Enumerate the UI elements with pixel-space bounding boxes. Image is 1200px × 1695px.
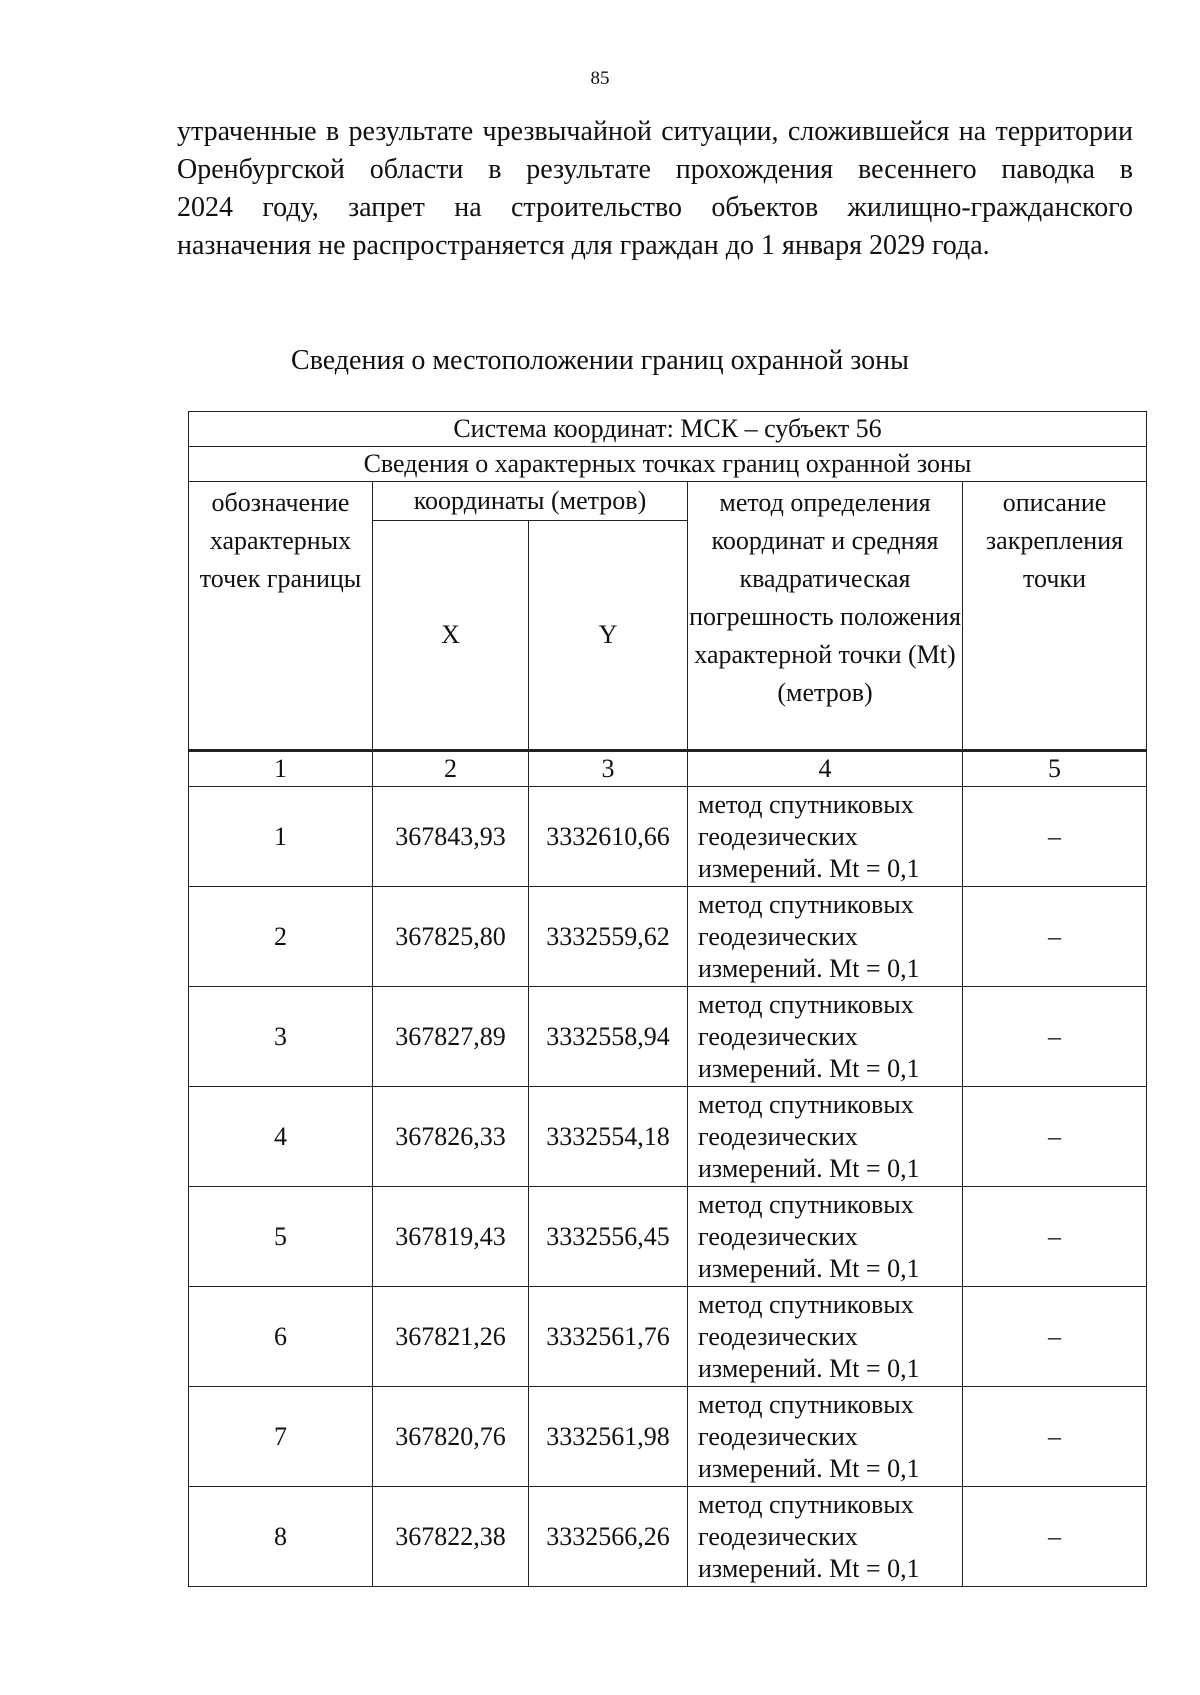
header-y: Y [529, 521, 688, 751]
body-paragraph [177, 113, 1133, 265]
paragraph-line: назначения не распространяется для граждан до 1 января 2029 года. [177, 230, 990, 261]
cell-desc: – [963, 1187, 1147, 1287]
table-info-title: Сведения о характерных точках границ охранной зоны [189, 447, 1147, 482]
table-row [189, 1487, 1147, 1587]
table-row [189, 987, 1147, 1087]
col-number: 1 [189, 751, 373, 787]
paragraph-line: Оренбургской области в результате прохождения весеннего паводка в [177, 154, 1133, 185]
cell-desc: – [963, 1487, 1147, 1587]
cell-method: метод спутниковых геодезических измерений. Mt = 0,1 [688, 1287, 963, 1387]
boundary-points-table [188, 411, 1147, 1587]
cell-y: 3332561,76 [529, 1287, 688, 1387]
cell-x: 367820,76 [373, 1387, 529, 1487]
cell-desc: – [963, 787, 1147, 887]
cell-method: метод спутниковых геодезических измерений. Mt = 0,1 [688, 1087, 963, 1187]
header-desc: описание закрепления точки [963, 482, 1147, 751]
cell-method: метод спутниковых геодезических измерений. Mt = 0,1 [688, 1487, 963, 1587]
cell-y: 3332558,94 [529, 987, 688, 1087]
cell-method: метод спутниковых геодезических измерений. Mt = 0,1 [688, 987, 963, 1087]
cell-desc: – [963, 987, 1147, 1087]
cell-point: 7 [189, 1387, 373, 1487]
col-number: 3 [529, 751, 688, 787]
cell-x: 367825,80 [373, 887, 529, 987]
table-row [189, 1187, 1147, 1287]
col-number: 2 [373, 751, 529, 787]
cell-x: 367843,93 [373, 787, 529, 887]
coord-system-cell: Система координат: МСК – субъект 56 [189, 412, 1147, 447]
cell-x: 367821,26 [373, 1287, 529, 1387]
cell-desc: – [963, 1287, 1147, 1387]
cell-y: 3332561,98 [529, 1387, 688, 1487]
cell-point: 3 [189, 987, 373, 1087]
cell-x: 367819,43 [373, 1187, 529, 1287]
table-row [189, 787, 1147, 887]
col-number: 4 [688, 751, 963, 787]
cell-x: 367827,89 [373, 987, 529, 1087]
cell-desc: – [963, 1087, 1147, 1187]
cell-method: метод спутниковых геодезических измерений. Mt = 0,1 [688, 1387, 963, 1487]
cell-y: 3332554,18 [529, 1087, 688, 1187]
cell-method: метод спутниковых геодезических измерений. Mt = 0,1 [688, 787, 963, 887]
cell-point: 2 [189, 887, 373, 987]
table-row [189, 1287, 1147, 1387]
cell-y: 3332566,26 [529, 1487, 688, 1587]
cell-x: 367826,33 [373, 1087, 529, 1187]
cell-method: метод спутниковых геодезических измерений. Mt = 0,1 [688, 887, 963, 987]
cell-y: 3332559,62 [529, 887, 688, 987]
cell-y: 3332556,45 [529, 1187, 688, 1287]
cell-desc: – [963, 1387, 1147, 1487]
cell-point: 1 [189, 787, 373, 887]
cell-desc: – [963, 887, 1147, 987]
header-method: метод определения координат и средняя квадратическая погрешность положения характерной точки (Mt) (метров) [688, 482, 963, 751]
cell-x: 367822,38 [373, 1487, 529, 1587]
table-row [189, 1387, 1147, 1487]
header-point: обозначение характерных точек границы [189, 482, 373, 751]
cell-method: метод спутниковых геодезических измерений. Mt = 0,1 [688, 1187, 963, 1287]
paragraph-line: 2024 году, запрет на строительство объектов жилищно-гражданского [177, 192, 1133, 223]
cell-point: 4 [189, 1087, 373, 1187]
header-coords: координаты (метров) [373, 482, 688, 521]
paragraph-line: утраченные в результате чрезвычайной ситуации, сложившейся на территории [177, 116, 1133, 147]
cell-point: 6 [189, 1287, 373, 1387]
header-x: X [373, 521, 529, 751]
table-row [189, 1087, 1147, 1187]
section-title: Сведения о местоположении границ охранной зоны [291, 345, 909, 376]
cell-point: 8 [189, 1487, 373, 1587]
cell-point: 5 [189, 1187, 373, 1287]
table-row [189, 887, 1147, 987]
cell-y: 3332610,66 [529, 787, 688, 887]
col-number: 5 [963, 751, 1147, 787]
page-number: 85 [590, 68, 610, 89]
